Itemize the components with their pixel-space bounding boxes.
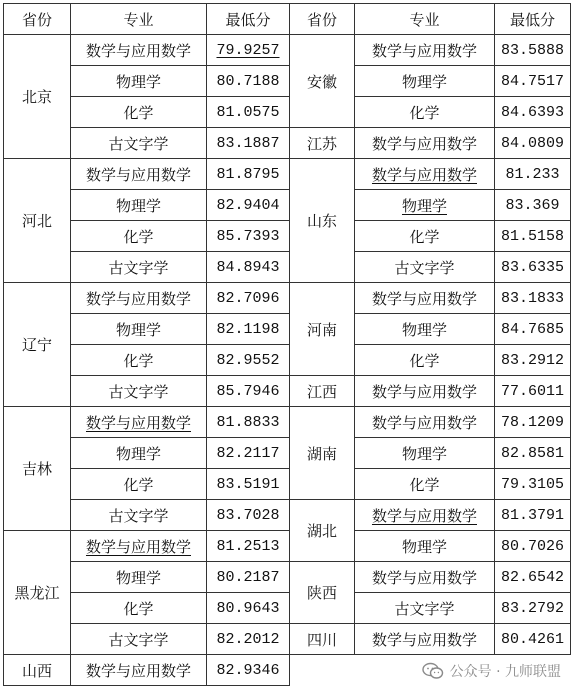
table-body: [4, 35, 571, 686]
table-row: [4, 221, 571, 252]
score-cell: 79.9257: [207, 35, 290, 66]
table-row: [4, 407, 571, 438]
major-cell: 数学与应用数学: [355, 159, 495, 190]
major-cell: 古文字学: [71, 376, 207, 407]
watermark-text: 公众号 · 九师联盟: [449, 664, 561, 680]
score-cell: 78.1209: [495, 407, 571, 438]
score-cell: 83.1833: [495, 283, 571, 314]
major-cell: 物理学: [355, 531, 495, 562]
table-row: [4, 66, 571, 97]
major-cell: 化学: [71, 97, 207, 128]
major-cell: 数学与应用数学: [355, 128, 495, 159]
province-cell: 安徽: [290, 35, 355, 128]
score-cell: 84.7517: [495, 66, 571, 97]
score-cell: 80.2187: [207, 562, 290, 593]
table-row: [4, 128, 571, 159]
score-cell: 82.2012: [207, 624, 290, 655]
header-min-score-left: 最低分: [207, 4, 290, 35]
score-cell: 82.9346: [207, 655, 290, 686]
major-cell: 物理学: [71, 66, 207, 97]
province-cell: 河南: [290, 283, 355, 376]
major-cell: 物理学: [71, 190, 207, 221]
score-cell: 80.4261: [495, 624, 571, 655]
province-cell: 江苏: [290, 128, 355, 159]
score-cell: 83.5888: [495, 35, 571, 66]
major-cell: 古文字学: [71, 624, 207, 655]
major-cell: 数学与应用数学: [71, 655, 207, 686]
province-cell: 河北: [4, 159, 71, 283]
province-cell: 江西: [290, 376, 355, 407]
wechat-icon: [422, 662, 444, 680]
score-cell: 82.7096: [207, 283, 290, 314]
major-cell: 数学与应用数学: [71, 159, 207, 190]
major-cell: 物理学: [355, 314, 495, 345]
table-row: [4, 469, 571, 500]
major-cell: 数学与应用数学: [355, 624, 495, 655]
major-cell: 物理学: [355, 190, 495, 221]
major-cell: 物理学: [355, 438, 495, 469]
score-cell: 84.0809: [495, 128, 571, 159]
table-row: [4, 190, 571, 221]
major-cell: 古文字学: [71, 500, 207, 531]
major-cell: 物理学: [71, 438, 207, 469]
score-cell: 83.7028: [207, 500, 290, 531]
score-cell: 84.7685: [495, 314, 571, 345]
province-cell: 山西: [4, 655, 71, 686]
major-cell: 古文字学: [355, 593, 495, 624]
major-cell: 古文字学: [355, 252, 495, 283]
score-cell: 82.9552: [207, 345, 290, 376]
score-cell: 80.7188: [207, 66, 290, 97]
major-cell: 数学与应用数学: [71, 531, 207, 562]
table-row: [4, 97, 571, 128]
score-cell: 79.3105: [495, 469, 571, 500]
score-cell: 83.5191: [207, 469, 290, 500]
major-cell: 化学: [71, 593, 207, 624]
province-cell: 四川: [290, 624, 355, 655]
header-province-right: 省份: [290, 4, 355, 35]
major-cell: 数学与应用数学: [355, 35, 495, 66]
major-cell: 化学: [71, 221, 207, 252]
major-cell: 古文字学: [71, 252, 207, 283]
header-min-score-right: 最低分: [495, 4, 571, 35]
score-cell: 83.2912: [495, 345, 571, 376]
province-cell: 吉林: [4, 407, 71, 531]
table-row: [4, 345, 571, 376]
score-cell: 83.6335: [495, 252, 571, 283]
major-cell: 古文字学: [71, 128, 207, 159]
major-cell: 数学与应用数学: [355, 500, 495, 531]
major-cell: 化学: [355, 469, 495, 500]
table-row: [4, 624, 571, 655]
score-cell: 84.8943: [207, 252, 290, 283]
table-row: [4, 314, 571, 345]
header-major-left: 专业: [71, 4, 207, 35]
table-row: [4, 376, 571, 407]
score-cell: 81.5158: [495, 221, 571, 252]
score-cell: 82.9404: [207, 190, 290, 221]
header-major-right: 专业: [355, 4, 495, 35]
province-cell: 陕西: [290, 562, 355, 624]
score-cell: 85.7946: [207, 376, 290, 407]
score-cell: 84.6393: [495, 97, 571, 128]
major-cell: 数学与应用数学: [71, 407, 207, 438]
major-cell: 化学: [71, 469, 207, 500]
table-row: [4, 593, 571, 624]
major-cell: 数学与应用数学: [355, 562, 495, 593]
major-cell: 化学: [355, 97, 495, 128]
score-cell: 81.8795: [207, 159, 290, 190]
major-cell: 物理学: [71, 562, 207, 593]
major-cell: 数学与应用数学: [71, 283, 207, 314]
major-cell: 物理学: [355, 66, 495, 97]
major-cell: 物理学: [71, 314, 207, 345]
table-row: [4, 283, 571, 314]
score-cell: 82.8581: [495, 438, 571, 469]
header-row: [4, 4, 571, 35]
major-cell: 数学与应用数学: [71, 35, 207, 66]
score-cell: 81.2513: [207, 531, 290, 562]
score-cell: 80.7026: [495, 531, 571, 562]
score-cell: 83.2792: [495, 593, 571, 624]
score-cell: 85.7393: [207, 221, 290, 252]
table-row: [4, 562, 571, 593]
province-cell: 黑龙江: [4, 531, 71, 655]
score-cell: 81.3791: [495, 500, 571, 531]
major-cell: 数学与应用数学: [355, 407, 495, 438]
score-cell: 82.2117: [207, 438, 290, 469]
score-cell: 82.1198: [207, 314, 290, 345]
header-province-left: 省份: [4, 4, 71, 35]
major-cell: 化学: [71, 345, 207, 376]
table-row: [4, 35, 571, 66]
score-cell: 80.9643: [207, 593, 290, 624]
score-cell: 81.0575: [207, 97, 290, 128]
province-cell: 湖南: [290, 407, 355, 500]
table-row: [4, 438, 571, 469]
score-cell: 81.8833: [207, 407, 290, 438]
table-row: [4, 500, 571, 531]
province-cell: 辽宁: [4, 283, 71, 407]
watermark: [422, 661, 561, 681]
province-cell: 湖北: [290, 500, 355, 562]
score-cell: 77.6011: [495, 376, 571, 407]
score-table: [3, 3, 571, 686]
score-cell: 82.6542: [495, 562, 571, 593]
table-row: [4, 531, 571, 562]
province-cell: 北京: [4, 35, 71, 159]
score-cell: 81.233: [495, 159, 571, 190]
province-cell: 山东: [290, 159, 355, 283]
table-row: [4, 159, 571, 190]
major-cell: 化学: [355, 345, 495, 376]
major-cell: 数学与应用数学: [355, 283, 495, 314]
table-row: [4, 252, 571, 283]
major-cell: 数学与应用数学: [355, 376, 495, 407]
score-cell: 83.369: [495, 190, 571, 221]
major-cell: 化学: [355, 221, 495, 252]
score-cell: 83.1887: [207, 128, 290, 159]
